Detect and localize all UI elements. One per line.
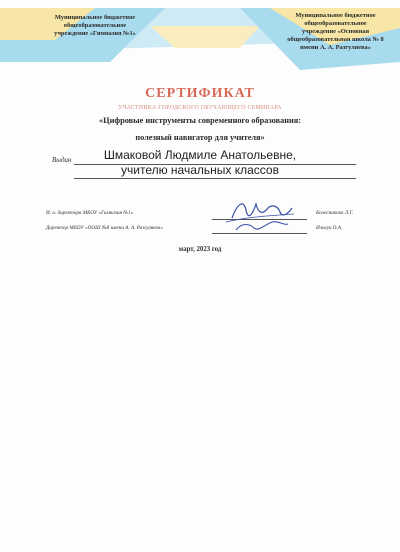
recipient-position: учителю начальных классов	[121, 163, 279, 177]
right-org-line: имени А. А. Разгуляева»	[300, 44, 371, 51]
right-org-line: Муниципальное бюджетное	[295, 12, 376, 19]
handwritten-signature	[222, 194, 298, 238]
issued-label: Выдан	[52, 156, 72, 164]
left-org-line: Муниципальное бюджетное	[54, 14, 136, 21]
right-org-line: общеобразовательное	[304, 20, 367, 27]
right-signatory-role: Директор МБОУ «ООШ №8 имени А. А. Разгуляева»	[46, 225, 163, 231]
right-organization	[278, 12, 393, 52]
seminar-title-line1: «Цифровые инструменты современного образования:	[98, 116, 302, 125]
recipient-name: Шмаковой Людмиле Анатольевне,	[103, 148, 297, 162]
left-signatory-name: Колесникова Л.Г.	[316, 210, 354, 216]
right-org-line: учреждение «Основная	[301, 28, 370, 35]
right-signatory-name: Ильчук О.А.	[316, 225, 343, 231]
right-org-line: общеобразовательная школа № 8	[287, 36, 384, 43]
left-organization	[40, 14, 150, 38]
certificate-subtitle: УЧАСТНИКА ГОРОДСКОГО ОБУЧАЮЩЕГО СЕМИНАРА	[118, 105, 282, 111]
left-org-line: учреждение «Гимназия №1»	[54, 30, 136, 37]
recipient-underline-2	[74, 178, 356, 179]
certificate-date: март, 2023 год	[178, 246, 222, 253]
certificate-title: СЕРТИФИКАТ	[145, 86, 255, 101]
left-signatory-role: И. о. директора МБОУ «Гимназия №1»	[46, 210, 134, 216]
seminar-title-line2: полезный навигатор для учителя»	[135, 133, 265, 142]
left-org-line: общеобразовательное	[63, 22, 127, 29]
